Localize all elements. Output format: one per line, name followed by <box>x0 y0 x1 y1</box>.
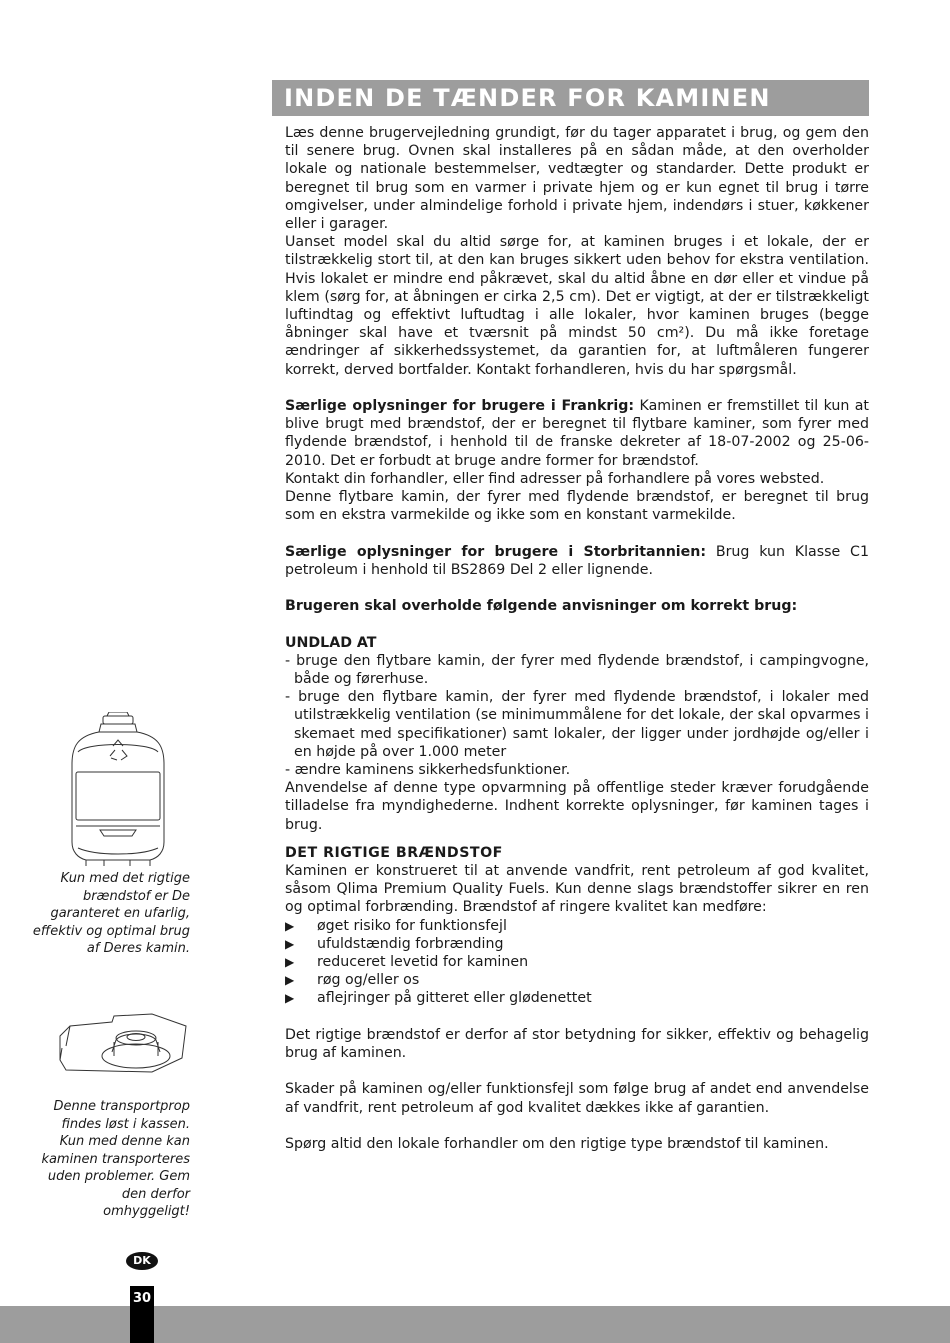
fuel-warranty: Skader på kaminen og/eller funktionsfejl som følge brug af andet end anvendelse af vandfrit, rent petroleum af god kvalitet dækkes ikke af garantien. <box>285 1081 869 1116</box>
fuel-heading: DET RIGTIGE BRÆNDSTOF <box>285 844 503 861</box>
list-item <box>285 935 869 953</box>
uk-text: Brug kun Klasse C1 petroleum i henhold til BS2869 Del 2 eller lignende. <box>285 543 869 578</box>
avoid-item: - bruge den flytbare kamin, der fyrer med flydende brændstof, i lokaler med utilstrækkelig ventilation (se minimummålene for det lokale, der skal opvarmes i skemaet med specifikationer) samt lokaler, der ligger under jordhøjde og/eller i en højde på over 1.000 meter <box>285 689 869 760</box>
list-item-text: ufuldstændig forbrænding <box>317 935 504 952</box>
list-item-text: røg og/eller os <box>317 972 420 989</box>
page-number: 30 <box>130 1286 154 1343</box>
list-item <box>285 953 869 971</box>
france-text: Kaminen er fremstillet til kun at blive brugt med brændstof, der er beregnet til flytbare kaminer, som fyrer med flydende brændstof, i henhold til de franske dekreter af 18-07-2002 og 25-06-2010. Det er forbudt at bruge andre former for brændstof. <box>285 398 869 469</box>
arrow-bullet-icon: ▶ <box>285 918 295 933</box>
uk-paragraph <box>285 543 869 579</box>
language-badge: DK <box>126 1252 158 1270</box>
intro-paragraph-2: Uanset model skal du altid sørge for, at kaminen bruges i et lokale, der er tilstrækkelig stort til, at den kan bruges sikkert uden behov for ekstra ventilation. Hvis lokalet er mindre end påkrævet, skal du altid åbne en dør eller et vindue på klem (sørg for, at åbningen er cirka 2,5 cm). Det er vigtigt, at der er tilstrækkeligt luftindtag og effektivt luftudtag i alle lokaler, hvor kaminen bruges (begge åbninger skal have et tværsnit på mindst 50 cm²). Du må ikke foretage ændringer af sikkerhedssystemet, da garantien for, at luftmåleren fungerer korrekt, derved bortfalder. Kontakt forhandleren, hvis du har spørgsmål. <box>285 234 869 378</box>
must-follow-heading: Brugeren skal overholde følgende anvisninger om korrekt brug: <box>285 598 798 615</box>
list-item-text: reduceret levetid for kaminen <box>317 954 529 971</box>
fuel-intro: Kaminen er konstrueret til at anvende vandfrit, rent petroleum af god kvalitet, såsom Qlima Premium Quality Fuels. Kun denne slags brændstoffer sikrer en ren og optimal forbrænding. Brændstof af ringere kvalitet kan medføre: <box>285 863 869 916</box>
arrow-bullet-icon: ▶ <box>285 991 295 1006</box>
uk-label: Særlige oplysninger for brugere i Storbritannien: <box>285 543 707 560</box>
france-contact: Kontakt din forhandler, eller find adresser på forhandlere på vores websted. <box>285 470 825 487</box>
fuel-can-icon <box>66 712 166 868</box>
avoid-heading: UNDLAD AT <box>285 634 377 651</box>
fuel-ask: Spørg altid den lokale forhandler om den rigtige type brændstof til kaminen. <box>285 1136 829 1153</box>
main-text <box>285 124 869 1153</box>
avoid-item: - bruge den flytbare kamin, der fyrer med flydende brændstof, i campingvogne, både og førerhuse. <box>285 652 869 688</box>
transport-plug-caption: Denne transportprop findes løst i kassen. Kun med denne kan kaminen transporteres uden problemer. Gem den derfor omhyggeligt! <box>41 1099 190 1219</box>
transport-plug-icon <box>56 1012 192 1076</box>
list-item-text: øget risiko for funktionsfejl <box>317 917 507 934</box>
arrow-bullet-icon: ▶ <box>285 955 295 970</box>
intro-paragraph-1: Læs denne brugervejledning grundigt, før du tager apparatet i brug, og gem den til senere brug. Ovnen skal installeres på en sådan måde, at den overholder lokale og nationale bestemmelser, vedtægter og standarder. Dette produkt er beregnet til brug som en varmer i private hjem og er kun egnet til brug i tørre omgivelser, under almindelige forhold i private hjem, indendørs i stuer, køkkener eller i garager. <box>285 125 869 233</box>
fuel-importance: Det rigtige brændstof er derfor af stor betydning for sikker, effektiv og behagelig brug af kaminen. <box>285 1026 869 1062</box>
france-paragraph <box>285 397 869 470</box>
page-title: INDEN DE TÆNDER FOR KAMINEN <box>272 80 869 116</box>
france-note: Denne flytbare kamin, der fyrer med flydende brændstof, er beregnet til brug som en ekstra varmekilde og ikke som en konstant varmekilde. <box>285 489 869 524</box>
avoid-note: Anvendelse af denne type opvarmning på offentlige steder kræver forudgående tilladelse fra myndighederne. Indhent korrekte oplysninger, før kaminen tages i brug. <box>285 780 869 833</box>
arrow-bullet-icon: ▶ <box>285 973 295 988</box>
fuel-can-caption: Kun med det rigtige brændstof er De garanteret en ufarlig, effektiv og optimal brug af Deres kamin. <box>32 871 190 956</box>
list-item <box>285 989 869 1007</box>
arrow-bullet-icon: ▶ <box>285 936 295 951</box>
list-item <box>285 917 869 935</box>
avoid-item: - ændre kaminens sikkerhedsfunktioner. <box>285 762 571 779</box>
list-item-text: aflejringer på gitteret eller glødenettet <box>317 990 592 1007</box>
france-label: Særlige oplysninger for brugere i Frankrig: <box>285 398 635 415</box>
list-item <box>285 971 869 989</box>
